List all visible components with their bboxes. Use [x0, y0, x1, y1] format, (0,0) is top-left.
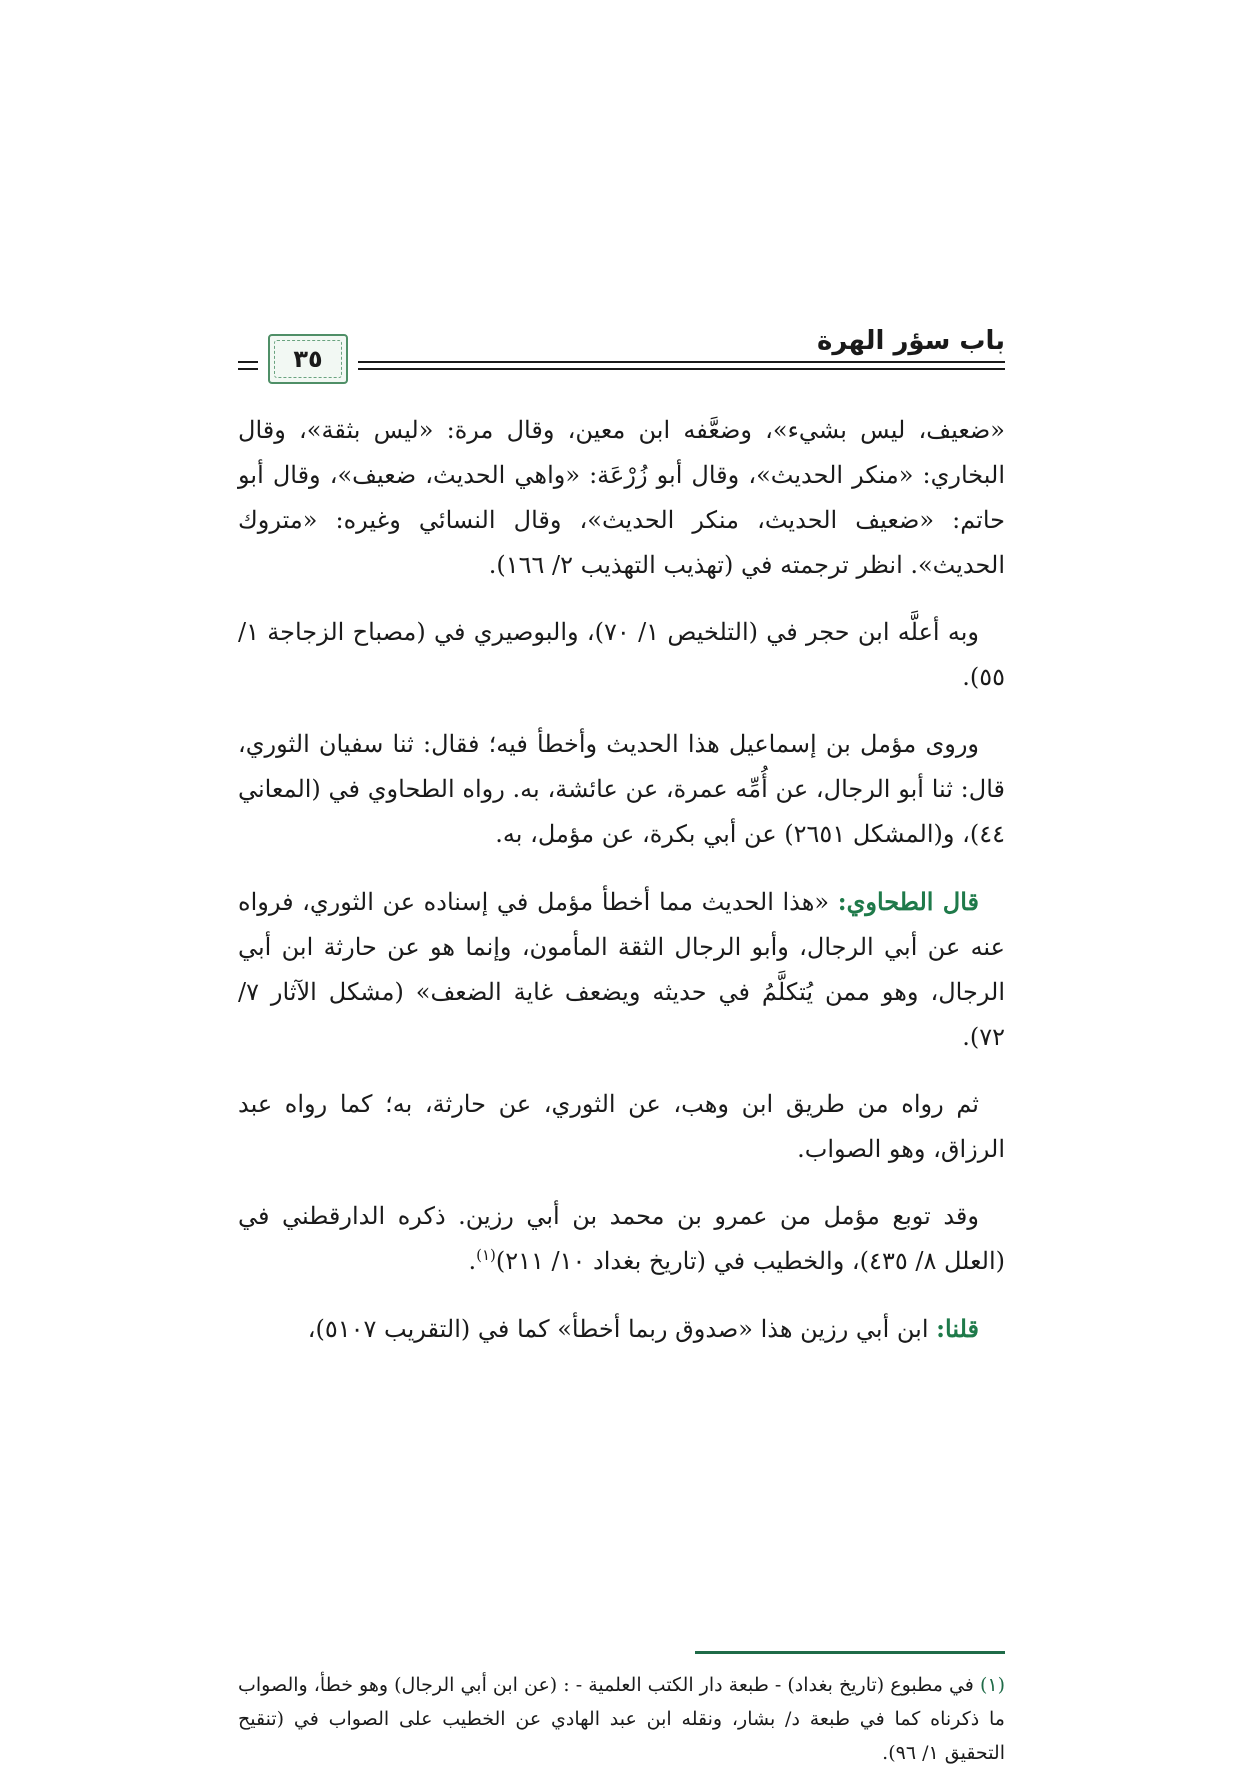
paragraph-6 [238, 1194, 1005, 1284]
speaker-label: قلنا: [936, 1314, 979, 1343]
paragraph-4 [238, 879, 1005, 1060]
speaker-label: قال الطحاوي: [837, 887, 979, 916]
footnote-1 [238, 1668, 1005, 1770]
footnote-separator [695, 1651, 1005, 1654]
footnotes [238, 1668, 1005, 1770]
page-number-frame-icon [268, 334, 348, 384]
paragraph-6-text: وقد توبع مؤمل من عمرو بن محمد بن أبي رزين. ذكره الدارقطني في (العلل ٨/ ٤٣٥)، والخطيب في (تاريخ بغداد ١٠/ ٢١١) [238, 1202, 1005, 1275]
header-rule-top [358, 361, 1005, 363]
paragraph-2: وبه أعلَّه ابن حجر في (التلخيص ١/ ٧٠)، والبوصيري في (مصباح الزجاجة ١/ ٥٥). [238, 618, 1005, 691]
main-text [238, 408, 1005, 1374]
footnote-number: (١) [979, 1674, 1005, 1696]
chapter-title: باب سؤر الهرة [817, 326, 1005, 356]
page-number: ٣٥ [293, 345, 323, 373]
header-rule-left-bottom [238, 368, 258, 370]
paragraph-6-end: . [468, 1247, 477, 1275]
paragraph-1: «ضعيف، ليس بشيء»، وضعَّفه ابن معين، وقال مرة: «ليس بثقة»، وقال البخاري: «منكر الحديث»، وقال أبو زُرْعَة: «واهي الحديث، ضعيف»، وقال أبو حاتم: «ضعيف الحديث، منكر الحديث»، وقال النسائي وغيره: «متروك الحديث». انظر ترجمته في (تهذيب التهذيب ٢/ ١٦٦). [238, 416, 1005, 579]
header-rule-left-top [238, 361, 258, 363]
paragraph-7-text: ابن أبي رزين هذا «صدوق ربما أخطأ» كما في (التقريب ٥١٠٧)، [307, 1315, 937, 1343]
header-rule-bottom [358, 368, 1005, 370]
paragraph-7 [238, 1306, 1005, 1352]
page-header [238, 312, 1005, 387]
paragraph-5: ثم رواه من طريق ابن وهب، عن الثوري، عن حارثة، به؛ كما رواه عبد الرزاق، وهو الصواب. [238, 1090, 1005, 1163]
paragraph-4-text: «هذا الحديث مما أخطأ مؤمل في إسناده عن الثوري، فرواه عنه عن أبي الرجال، وأبو الرجال الثقة المأمون، وإنما هو عن حارثة ابن أبي الرجال، وهو ممن يُتكلَّمُ في حديثه ويضعف غاية الضعف» (مشكل الآثار ٧/ ٧٢). [238, 888, 1005, 1051]
paragraph-3: وروى مؤمل بن إسماعيل هذا الحديث وأخطأ فيه؛ فقال: ثنا سفيان الثوري، قال: ثنا أبو الرجال، عن أُمِّه عمرة، عن عائشة، به. رواه الطحاوي في (المعاني ٤٤)، و(المشكل ٢٦٥١) عن أبي بكرة، عن مؤمل، به. [238, 730, 1005, 848]
footnote-text: في مطبوع (تاريخ بغداد) - طبعة دار الكتب العلمية - : (عن ابن أبي الرجال) وهو خطأ، والصواب ما ذكرناه كما في طبعة د/ بشار، ونقله ابن عبد الهادي عن الخطيب على الصواب في (تنقيح التحقيق ١/ ٩٦). [238, 1674, 1005, 1764]
footnote-reference[interactable]: (١) [476, 1246, 496, 1264]
